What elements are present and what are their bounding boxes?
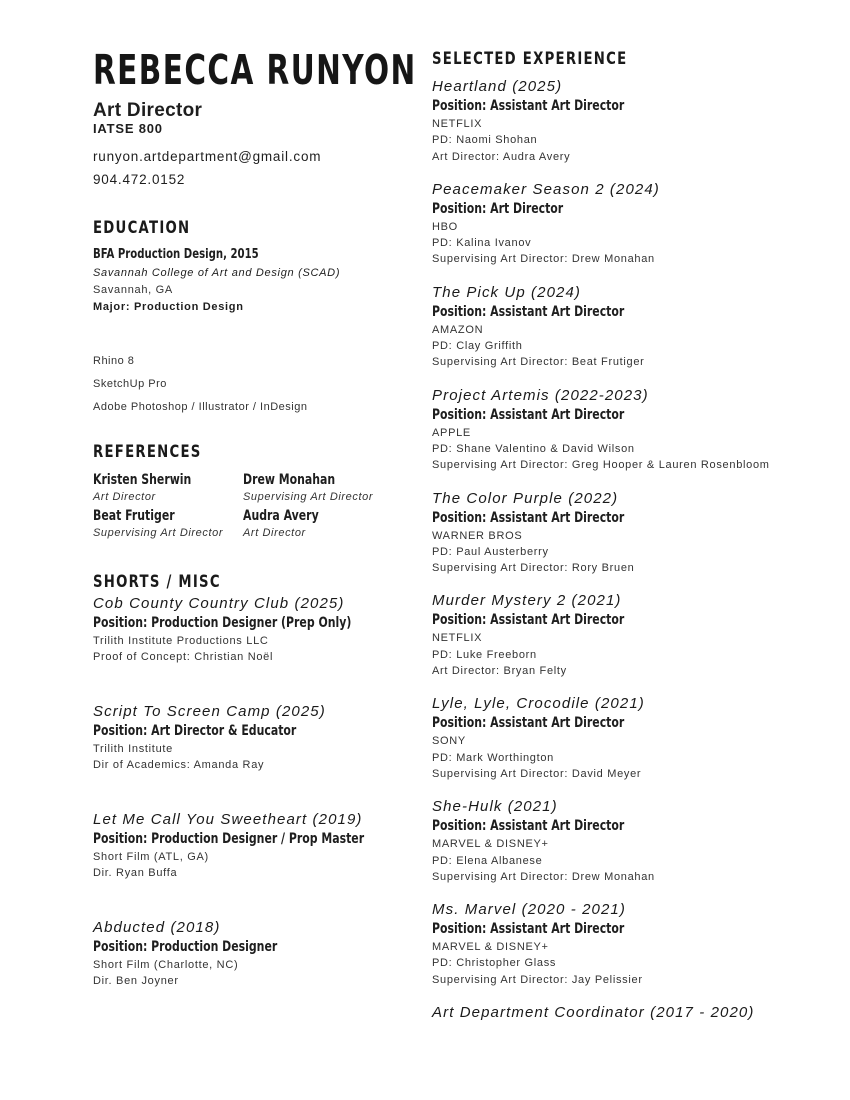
project-position: Position: Assistant Art Director bbox=[432, 98, 625, 114]
reference-name: Beat Frutiger bbox=[93, 508, 175, 524]
project-position: Position: Art Director & Educator bbox=[93, 723, 297, 739]
production-designer: PD: Shane Valentino & David Wilson bbox=[432, 442, 635, 455]
candidate-name: REBECCA RUNYON bbox=[93, 46, 417, 94]
school-name: Savannah College of Art and Design (SCAD) bbox=[93, 267, 341, 279]
experience-heading: SELECTED EXPERIENCE bbox=[432, 49, 628, 69]
software-item: Adobe Photoshop / Illustrator / InDesign bbox=[93, 401, 308, 413]
education-heading: EDUCATION bbox=[93, 218, 191, 238]
art-director: Supervising Art Director: Greg Hooper & Lauren Rosenbloom bbox=[432, 459, 770, 472]
experience-item bbox=[432, 590, 842, 679]
studio: MARVEL & DISNEY+ bbox=[432, 941, 549, 954]
project-detail: Dir of Academics: Amanda Ray bbox=[93, 759, 265, 771]
production-designer: PD: Luke Freeborn bbox=[432, 648, 537, 661]
production-designer: PD: Elena Albanese bbox=[432, 854, 543, 867]
left-column bbox=[93, 46, 423, 1025]
reference-card bbox=[243, 507, 393, 541]
project-title-coordinator: Art Department Coordinator (2017 - 2020) bbox=[432, 1004, 755, 1022]
reference-title: Art Director bbox=[243, 527, 306, 539]
art-director: Supervising Art Director: Drew Monahan bbox=[432, 870, 655, 883]
school-location: Savannah, GA bbox=[93, 284, 173, 296]
reference-name: Kristen Sherwin bbox=[93, 472, 192, 488]
short-project bbox=[93, 593, 423, 665]
experience-item bbox=[432, 488, 842, 577]
project-detail: Short Film (Charlotte, NC) bbox=[93, 959, 239, 971]
project-detail: Trilith Institute Productions LLC bbox=[93, 635, 269, 647]
project-position: Position: Assistant Art Director bbox=[432, 818, 625, 835]
experience-item bbox=[432, 796, 842, 885]
education-section bbox=[93, 217, 423, 316]
studio: HBO bbox=[432, 220, 458, 233]
project-position: Position: Assistant Art Director bbox=[432, 406, 625, 423]
production-designer: PD: Paul Austerberry bbox=[432, 545, 549, 558]
experience-list bbox=[432, 76, 842, 1023]
references-section bbox=[93, 441, 423, 541]
studio: MARVEL & DISNEY+ bbox=[432, 838, 549, 851]
art-director: Supervising Art Director: Rory Bruen bbox=[432, 562, 635, 575]
project-position: Position: Production Designer / Prop Master bbox=[93, 831, 365, 847]
union-affiliation: IATSE 800 bbox=[93, 121, 163, 136]
project-position: Position: Assistant Art Director bbox=[432, 715, 625, 732]
project-position: Position: Production Designer (Prep Only) bbox=[93, 615, 352, 631]
reference-title: Art Director bbox=[93, 491, 156, 503]
reference-card bbox=[93, 471, 243, 505]
project-title: Peacemaker Season 2 (2024) bbox=[432, 180, 660, 198]
project-detail: Proof of Concept: Christian Noël bbox=[93, 651, 274, 663]
project-title: Murder Mystery 2 (2021) bbox=[432, 592, 622, 610]
project-position: Position: Production Designer bbox=[93, 939, 278, 955]
degree: BFA Production Design, 2015 bbox=[93, 247, 259, 262]
studio: NETFLIX bbox=[432, 632, 483, 645]
software-item: Rhino 8 bbox=[93, 355, 135, 367]
studio: APPLE bbox=[432, 426, 471, 439]
project-title: Heartland (2025) bbox=[432, 78, 563, 95]
production-designer: PD: Christopher Glass bbox=[432, 957, 557, 970]
art-director: Supervising Art Director: Beat Frutiger bbox=[432, 356, 645, 369]
production-designer: PD: Naomi Shohan bbox=[432, 134, 538, 147]
production-designer: PD: Kalina Ivanov bbox=[432, 237, 532, 250]
experience-item bbox=[432, 385, 842, 474]
short-project bbox=[93, 809, 423, 881]
studio: NETFLIX bbox=[432, 118, 483, 130]
project-title: Let Me Call You Sweetheart (2019) bbox=[93, 811, 363, 828]
production-designer: PD: Clay Griffith bbox=[432, 340, 523, 353]
phone-number: 904.472.0152 bbox=[93, 172, 186, 187]
project-title: The Pick Up (2024) bbox=[432, 283, 582, 301]
major: Major: Production Design bbox=[93, 301, 244, 313]
references-heading: REFERENCES bbox=[93, 442, 202, 462]
experience-item bbox=[432, 282, 842, 371]
short-project bbox=[93, 917, 423, 989]
project-title: Project Artemis (2022-2023) bbox=[432, 386, 649, 404]
project-position: Position: Assistant Art Director bbox=[432, 303, 625, 320]
reference-name: Drew Monahan bbox=[243, 472, 336, 488]
art-director: Art Director: Audra Avery bbox=[432, 150, 571, 163]
reference-card bbox=[93, 507, 243, 541]
project-detail: Dir. Ben Joyner bbox=[93, 975, 179, 987]
project-position: Position: Assistant Art Director bbox=[432, 612, 625, 629]
email-address: runyon.artdepartment@gmail.com bbox=[93, 149, 322, 164]
art-director: Art Director: Bryan Felty bbox=[432, 665, 567, 678]
project-title: Ms. Marvel (2020 - 2021) bbox=[432, 901, 626, 919]
project-position: Position: Assistant Art Director bbox=[432, 509, 625, 526]
art-director: Supervising Art Director: Jay Pelissier bbox=[432, 973, 643, 986]
art-director: Supervising Art Director: Drew Monahan bbox=[432, 253, 655, 266]
experience-item bbox=[432, 76, 842, 165]
experience-item bbox=[432, 179, 842, 268]
reference-title: Supervising Art Director bbox=[93, 527, 224, 539]
project-title: Script To Screen Camp (2025) bbox=[93, 703, 326, 720]
software-item: SketchUp Pro bbox=[93, 378, 167, 390]
experience-item bbox=[432, 693, 842, 782]
production-designer: PD: Mark Worthington bbox=[432, 751, 555, 764]
shorts-heading: SHORTS / MISC bbox=[93, 572, 221, 592]
project-position: Position: Art Director bbox=[432, 200, 564, 217]
project-title: Cob County Country Club (2025) bbox=[93, 595, 345, 612]
studio: AMAZON bbox=[432, 323, 484, 336]
art-director: Supervising Art Director: David Meyer bbox=[432, 767, 642, 780]
studio: WARNER BROS bbox=[432, 529, 523, 542]
reference-card bbox=[243, 471, 393, 505]
software-list bbox=[93, 350, 423, 419]
references-grid bbox=[93, 471, 423, 541]
project-position: Position: Assistant Art Director bbox=[432, 921, 625, 938]
project-title: She-Hulk (2021) bbox=[432, 798, 558, 816]
project-title: Lyle, Lyle, Crocodile (2021) bbox=[432, 695, 645, 713]
project-title: The Color Purple (2022) bbox=[432, 489, 619, 507]
shorts-section bbox=[93, 571, 423, 989]
short-project bbox=[93, 701, 423, 773]
right-column bbox=[432, 48, 842, 1023]
project-detail: Trilith Institute bbox=[93, 743, 173, 755]
project-detail: Short Film (ATL, GA) bbox=[93, 851, 209, 863]
reference-title: Supervising Art Director bbox=[243, 491, 374, 503]
project-title: Abducted (2018) bbox=[93, 919, 221, 936]
job-role: Art Director bbox=[93, 100, 203, 121]
studio: SONY bbox=[432, 735, 466, 748]
project-detail: Dir. Ryan Buffa bbox=[93, 867, 178, 879]
experience-item bbox=[432, 899, 842, 988]
reference-name: Audra Avery bbox=[243, 508, 319, 524]
